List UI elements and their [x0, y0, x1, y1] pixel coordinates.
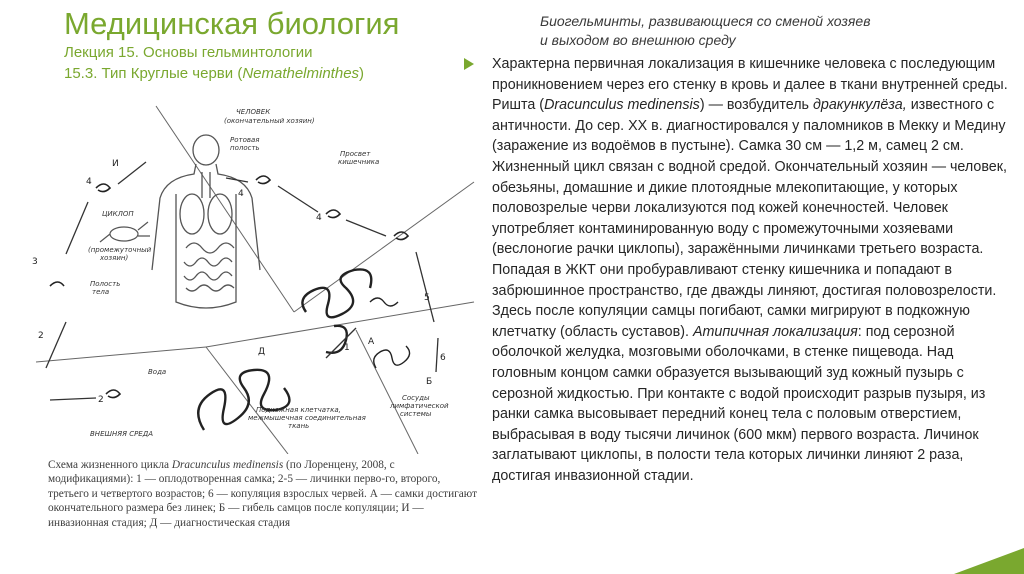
bullet-arrow-icon	[464, 58, 474, 70]
label-subcut: Подкожная клетчатка,	[256, 406, 341, 414]
svg-text:кишечника: кишечника	[338, 158, 380, 166]
svg-text:2: 2	[38, 331, 44, 341]
label-lymph: Сосуды	[402, 394, 430, 402]
svg-text:Б: Б	[426, 377, 433, 387]
label-water: Вода	[148, 368, 167, 376]
label-human-sub: (окончательный хозяин)	[224, 117, 315, 125]
label-mouth: Ротовая	[230, 136, 260, 144]
svg-text:Д: Д	[258, 347, 266, 357]
svg-text:ткань: ткань	[288, 422, 310, 430]
svg-text:тела: тела	[92, 288, 110, 296]
svg-text:4: 4	[316, 213, 322, 223]
section-heading: Биогельминты, развивающиеся со сменой хозяев и выходом во внешнюю среду	[540, 13, 871, 48]
label-gut: Просвет	[340, 150, 371, 158]
section-title: 15.3. Тип Круглые черви (Nemathelminthes)	[64, 65, 365, 82]
svg-text:4: 4	[86, 177, 92, 187]
svg-text:полость: полость	[230, 144, 260, 152]
body-text	[492, 54, 1010, 486]
lifecycle-diagram-svg	[26, 102, 476, 454]
svg-text:1: 1	[344, 343, 350, 353]
svg-text:лимфатической: лимфатической	[390, 402, 449, 410]
svg-text:3: 3	[32, 257, 38, 267]
label-environment: ВНЕШНЯЯ СРЕДА	[90, 430, 153, 438]
male-worm-icon	[370, 298, 410, 368]
corner-decoration	[954, 548, 1024, 574]
svg-text:А: А	[368, 337, 375, 347]
label-cyclops: ЦИКЛОП	[102, 210, 134, 218]
svg-text:5: 5	[424, 293, 430, 303]
figure-caption: Схема жизненного цикла Dracunculus medinensis (по Лоренцену, 2008, с модификациями): 1 — оплодотворенная самка; 2-5 — личинки перво-го, второго, третьего и четвертого возрастов; 6 — копуляция взрослых червей. А — самки достигают окончательного размера без линек; Б — гибель самцов после копуляции; И — инвазионная стадия; Д — диагностическая стадия	[48, 459, 478, 529]
paragraph-localization: Характерна первичная локализация в кишечнике человека с последующим проникновением через его стенку в кровь и далее в ткани внутренней среды.	[492, 56, 1008, 93]
label-human: ЧЕЛОВЕК	[236, 108, 271, 116]
svg-text:хозяин): хозяин)	[100, 254, 129, 262]
svg-text:(промежуточный: (промежуточный	[88, 246, 152, 254]
label-body-cavity: Полость	[90, 280, 121, 288]
cyclops-icon	[100, 222, 150, 242]
svg-text:системы: системы	[400, 410, 432, 418]
svg-text:межмышечная соединительная: межмышечная соединительная	[248, 414, 366, 422]
svg-text:И: И	[112, 159, 119, 169]
paragraph-dracunculus: Ришта (Dracunculus medinensis) — возбудитель дракункулёза, известного с античности. До сер. XX в. диагностировался у паломников в Мекку и Медину (заражение из водоёмов в пустыне). Самка 30 см — 1,2 м, самец 2 см. Жизненный цикл связан с водной средой. Окончательный хозяин — человек, обезьяны, домашние и дикие плотоядные млекопитающие, у которых половозрелые черви локализуются под кожей конечностей. Человек употребляет контаминированную воду с промежуточными хозяевами (веслоногие рачки циклопы), заражёнными личинками третьего возраста. Попадая в ЖКТ они пробуравливают стенку кишечника и попадают в забрюшинное пространство, где дважды линяют, достигая половозрелости. Здесь после копуляции самцы погибают, самки мигрируют в подкожную клетчатку (область суставов). Атипичная локализация: под серозной оболочкой желудка, мозговыми оболочками, в стенке пищевода. Над головным концом самки образуется вызывающий зуд кожный пузырь с серозной жидкостью. При контакте с водой происходит разрыв пузыря, из ранки самка высовывает передний конец тела с половым отверстием, выбрасывая в воду тысячи личинок (600 мкм) первого возраста. Личинок заглатывают циклопы, в полости тела которых личинки линяют 2 раза, достигая инвазионной стадии.	[492, 97, 1007, 484]
human-body-icon	[152, 135, 260, 308]
svg-text:2: 2	[98, 395, 104, 405]
lifecycle-diagram	[26, 102, 476, 454]
title-block	[64, 6, 484, 84]
svg-text:6: 6	[440, 353, 446, 363]
svg-text:4: 4	[238, 189, 244, 199]
lecture-title: Лекция 15. Основы гельминтологии	[64, 44, 313, 61]
page-title: Медицинская биология	[64, 6, 400, 41]
